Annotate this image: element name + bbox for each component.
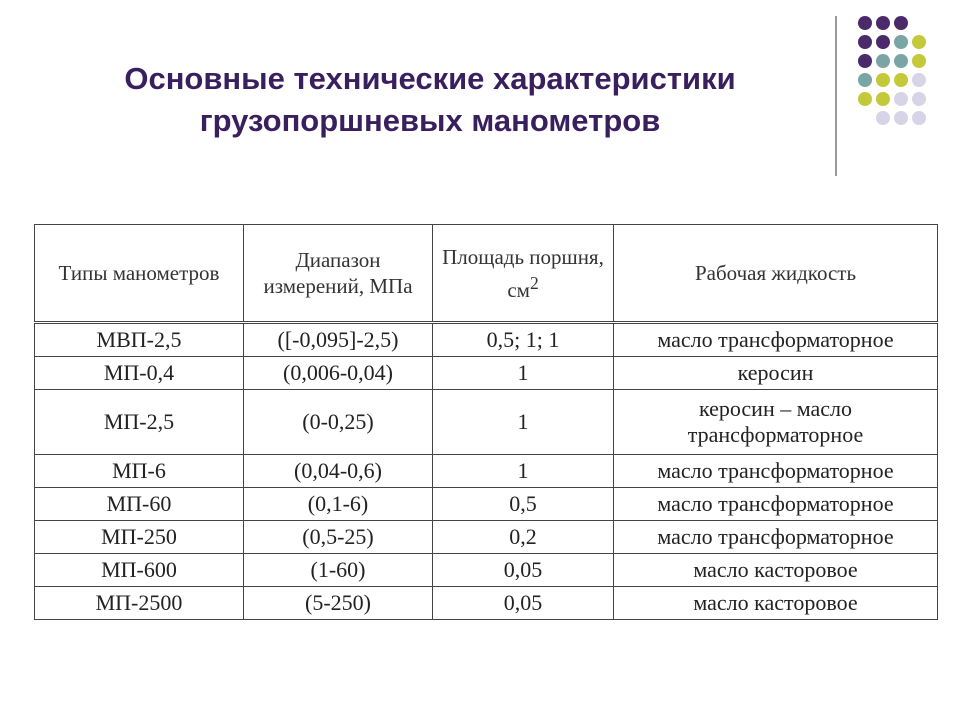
cell-area: 0,05 [433,554,614,587]
decorative-dot [876,111,890,125]
divider-line [835,16,837,176]
title-line-1: Основные технические характеристики [124,61,736,96]
title-line-2: грузопоршневых манометров [199,103,661,138]
cell-type: МП-250 [35,521,244,554]
decorative-dot [894,35,908,49]
cell-range: (0,1-6) [244,488,433,521]
decorative-dot [876,92,890,106]
table-row [35,521,938,554]
cell-range: (0,006-0,04) [244,357,433,390]
decorative-dot [858,73,872,87]
table-row [35,488,938,521]
decorative-dot [912,92,926,106]
decorative-dot [894,73,908,87]
cell-range: (0,04-0,6) [244,455,433,488]
page-title [40,58,820,142]
decorative-dot [876,73,890,87]
table-row [35,587,938,620]
cell-fluid: керосин [614,357,938,390]
cell-area: 1 [433,357,614,390]
header-area-text: Площадь поршня, см [442,244,604,302]
decorative-dot [858,16,872,30]
cell-area: 0,2 [433,521,614,554]
header-area [433,225,614,323]
cell-fluid: масло трансформаторное [614,521,938,554]
cell-area: 0,5; 1; 1 [433,323,614,357]
decorative-dot [894,54,908,68]
decorative-dot [912,54,926,68]
cell-range: (0-0,25) [244,390,433,455]
table-row [35,357,938,390]
decorative-dot [858,92,872,106]
cell-type: МП-60 [35,488,244,521]
cell-range: (0,5-25) [244,521,433,554]
cell-area: 1 [433,455,614,488]
cell-type: МП-2500 [35,587,244,620]
cell-fluid: масло трансформаторное [614,323,938,357]
table-header-row [35,225,938,323]
header-range: Диапазон измерений, МПа [244,225,433,323]
decorative-dot [858,54,872,68]
header-fluid: Рабочая жидкость [614,225,938,323]
cell-area: 1 [433,390,614,455]
decorative-dot [876,35,890,49]
cell-area: 0,5 [433,488,614,521]
cell-range: (1-60) [244,554,433,587]
decorative-dot [858,35,872,49]
cell-fluid: масло трансформаторное [614,488,938,521]
table-row [35,390,938,455]
cell-fluid: масло трансформаторное [614,455,938,488]
cell-type: МП-6 [35,455,244,488]
header-type: Типы манометров [35,225,244,323]
cell-type: МВП-2,5 [35,323,244,357]
cell-fluid: масло касторовое [614,554,938,587]
decorative-dot [876,54,890,68]
table-row [35,554,938,587]
cell-type: МП-2,5 [35,390,244,455]
decorative-dot [912,111,926,125]
cell-range: (5-250) [244,587,433,620]
decorative-dot [894,111,908,125]
cell-fluid: масло касторовое [614,587,938,620]
cell-fluid: керосин – масло трансформаторное [614,390,938,455]
decorative-dot [876,16,890,30]
decorative-dot [912,73,926,87]
cell-area: 0,05 [433,587,614,620]
decorative-dot [894,92,908,106]
decorative-dot [912,35,926,49]
decorative-dot [894,16,908,30]
table-row [35,323,938,357]
specs-table [34,224,938,620]
header-area-sup: 2 [529,272,539,293]
cell-range: ([-0,095]-2,5) [244,323,433,357]
cell-type: МП-0,4 [35,357,244,390]
table-row [35,455,938,488]
cell-type: МП-600 [35,554,244,587]
